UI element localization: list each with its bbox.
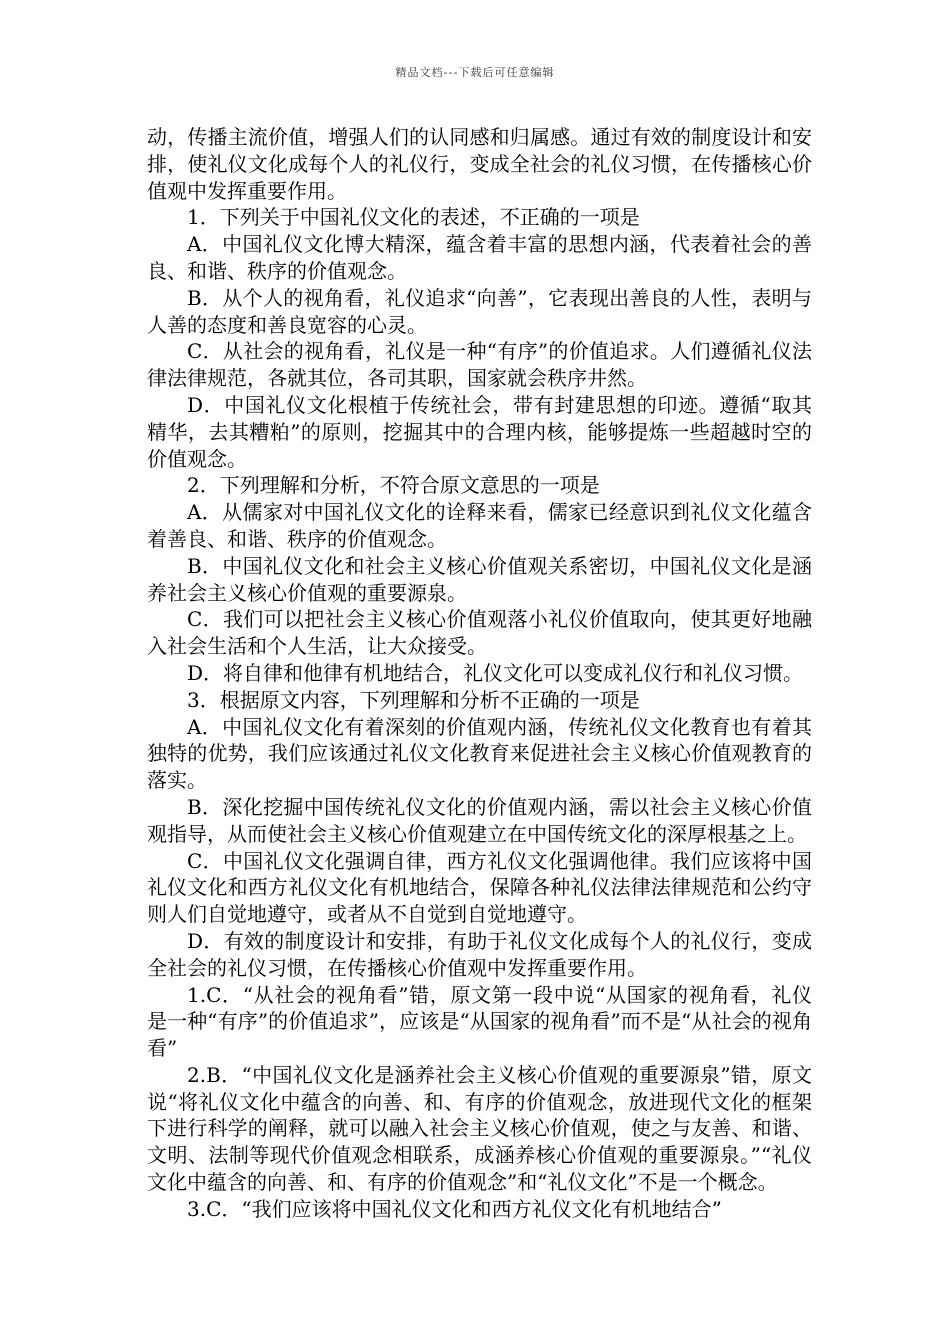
q3-option-d: D．有效的制度设计和安排，有助于礼仪文化成每个人的礼仪行，变成全社会的礼仪习惯，在传播核心价值观中发挥重要作用。 — [147, 928, 812, 980]
page-header: 精品文档---下载后可任意编辑 — [395, 66, 555, 79]
q2-option-b: B．中国礼仪文化和社会主义核心价值观关系密切，中国礼仪文化是涵养社会主义核心价值观的重要源泉。 — [147, 553, 812, 605]
question-2: 2．下列理解和分析，不符合原文意思的一项是 — [187, 473, 600, 498]
question-1: 1．下列关于中国礼仪文化的表述，不正确的一项是 — [187, 205, 640, 230]
q2-option-d: D．将自律和他律有机地结合，礼仪文化可以变成礼仪行和礼仪习惯。 — [187, 660, 804, 685]
q1-option-c: C．从社会的视角看，礼仪是一种“有序”的价值追求。人们遵循礼仪法律法律规范，各就其位，各司其职，国家就会秩序井然。 — [147, 339, 812, 391]
q2-option-c: C．我们可以把社会主义核心价值观落小礼仪价值取向，使其更好地融入社会生活和个人生活，让大众接受。 — [147, 607, 812, 659]
paragraph: 动，传播主流价值，增强人们的认同感和归属感。通过有效的制度设计和安排，使礼仪文化成每个人的礼仪行，变成全社会的礼仪习惯，在传播核心价值观中发挥重要作用。 — [147, 125, 812, 203]
answer-3: 3.C．“我们应该将中国礼仪文化和西方礼仪文化有机地结合” — [187, 1196, 722, 1221]
q2-option-a: A．从儒家对中国礼仪文化的诠释来看，儒家已经意识到礼仪文化蕴含着善良、和谐、秩序的价值观念。 — [147, 500, 812, 551]
answer-1: 1.C．“从社会的视角看”错，原文第一段中说“从国家的视角看，礼仪是一种“有序”的价值追求”，应该是“从国家的视角看”而不是“从社会的视角看” — [147, 982, 812, 1061]
q3-option-c: C．中国礼仪文化强调自律，西方礼仪文化强调他律。我们应该将中国礼仪文化和西方礼仪文化有机地结合，保障各种礼仪法律法律规范和公约守则人们自觉地遵守，或者从不自觉到自觉地遵守。 — [147, 848, 812, 927]
q3-option-a: A．中国礼仪文化有着深刻的价值观内涵，传统礼仪文化教育也有着其独特的优势，我们应该通过礼仪文化教育来促进社会主义核心价值观教育的落实。 — [147, 714, 812, 793]
q1-option-d: D．中国礼仪文化根植于传统社会，带有封建思想的印迹。遵循“取其精华，去其糟粕”的原则，挖掘其中的合理内核，能够提炼一些超越时空的价值观念。 — [147, 392, 812, 471]
q1-option-a: A．中国礼仪文化博大精深，蕴含着丰富的思想内涵，代表着社会的善良、和谐、秩序的价值观念。 — [147, 232, 812, 283]
answer-2: 2.B．“中国礼仪文化是涵养社会主义核心价值观的重要源泉”错，原文说“将礼仪文化中蕴含的向善、和、有序的价值观念，放进现代文化的框架下进行科学的阐释，就可以融入社会主义核心价值观，使之与友善、和谐、文明、法制等现代价值观念相联系，成涵养核心价值观的重要源泉。”“礼仪文化中蕴含的向善、和、有序的价值观念”和“礼仪文化”不是一个概念。 — [147, 1062, 812, 1195]
q1-option-b: B．从个人的视角看，礼仪追求“向善”，它表现出善良的人性，表明与人善的态度和善良宽容的心灵。 — [147, 285, 812, 337]
document-body — [147, 124, 812, 1223]
question-3: 3．根据原文内容，下列理解和分析不正确的一项是 — [187, 687, 640, 712]
q3-option-b: B．深化挖掘中国传统礼仪文化的价值观内涵，需以社会主义核心价值观指导，从而使社会主义核心价值观建立在中国传统文化的深厚根基之上。 — [147, 794, 812, 846]
